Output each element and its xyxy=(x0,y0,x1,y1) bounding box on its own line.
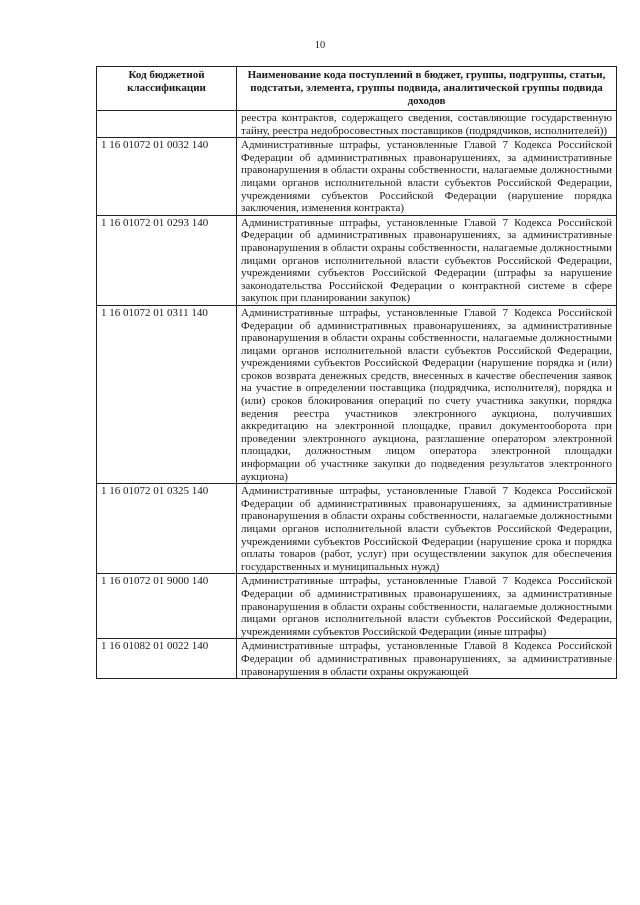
table-header-row xyxy=(97,67,617,111)
budget-classification-table xyxy=(96,66,617,679)
row-code: 1 16 01072 01 0032 140 xyxy=(97,138,237,216)
table-row xyxy=(97,574,617,639)
row-description: Административные штрафы, установленные Главой 7 Кодекса Российской Федерации об административных правонарушениях, за административные правонарушения в области охраны собственности, налагаемые должностными лицами органов исполнительной власти субъектов Российской Федерации, учреждениями субъектов Российской Федерации (нарушение срока и порядка оплаты товаров (работ, услуг) при осуществлении закупок для обеспечения государственных и муниципальных нужд) xyxy=(237,484,617,574)
row-description: Административные штрафы, установленные Главой 7 Кодекса Российской Федерации об административных правонарушениях, за административные правонарушения в области охраны собственности, налагаемые должностными лицами органов исполнительной власти субъектов Российской Федерации, учреждениями субъектов Российской Федерации (иные штрафы) xyxy=(237,574,617,639)
row-code: 1 16 01072 01 0293 140 xyxy=(97,215,237,305)
row-code xyxy=(97,111,237,138)
table-row xyxy=(97,138,617,216)
header-code: Код бюджетной классификации xyxy=(97,67,237,111)
table-row xyxy=(97,484,617,574)
page-number: 10 xyxy=(314,40,326,51)
row-code: 1 16 01072 01 0311 140 xyxy=(97,305,237,483)
header-name: Наименование кода поступлений в бюджет, группы, подгруппы, статьи, подстатьи, элемента, группы подвида, аналитической группы подвида доходов xyxy=(237,67,617,111)
table-row xyxy=(97,215,617,305)
row-code: 1 16 01072 01 0325 140 xyxy=(97,484,237,574)
row-description: Административные штрафы, установленные Главой 7 Кодекса Российской Федерации об административных правонарушениях, за административные правонарушения в области охраны собственности, налагаемые должностными лицами органов исполнительной власти субъектов Российской Федерации, учреждениями субъектов Российской Федерации (нарушение порядка и (или) сроков возврата денежных средств, внесенных в качестве обеспечения заявок на участие в определении поставщика (подрядчика, исполнителя), порядка и (или) сроков блокирования операций по счету участника закупки, порядка ведения реестра участников электронного аукциона, получивших аккредитацию на электронной площадке, правил документооборота при проведении электронного аукциона, разглашение оператором электронной площадки, должностным лицом оператора электронной площадки информации об участнике закупки до подведения результатов электронного аукциона) xyxy=(237,305,617,483)
table-row xyxy=(97,305,617,483)
table-row xyxy=(97,111,617,138)
row-description: Административные штрафы, установленные Главой 7 Кодекса Российской Федерации об административных правонарушениях, за административные правонарушения в области охраны собственности, налагаемые должностными лицами органов исполнительной власти субъектов Российской Федерации, учреждениями субъектов Российской Федерации (штрафы за нарушение законодательства Российской Федерации о контрактной системе в сфере закупок при планировании закупок) xyxy=(237,215,617,305)
table-row xyxy=(97,639,617,679)
row-description: реестра контрактов, содержащего сведения, составляющие государственную тайну, реестра недобросовестных поставщиков (подрядчиков, исполнителей)) xyxy=(237,111,617,138)
row-code: 1 16 01082 01 0022 140 xyxy=(97,639,237,679)
row-code: 1 16 01072 01 9000 140 xyxy=(97,574,237,639)
row-description: Административные штрафы, установленные Главой 8 Кодекса Российской Федерации об административных правонарушениях, за административные правонарушения в области охраны окружающей xyxy=(237,639,617,679)
row-description: Административные штрафы, установленные Главой 7 Кодекса Российской Федерации об административных правонарушениях, за административные правонарушения в области охраны собственности, налагаемые должностными лицами органов исполнительной власти субъектов Российской Федерации, учреждениями субъектов Российской Федерации (нарушение порядка заключения, изменения контракта) xyxy=(237,138,617,216)
